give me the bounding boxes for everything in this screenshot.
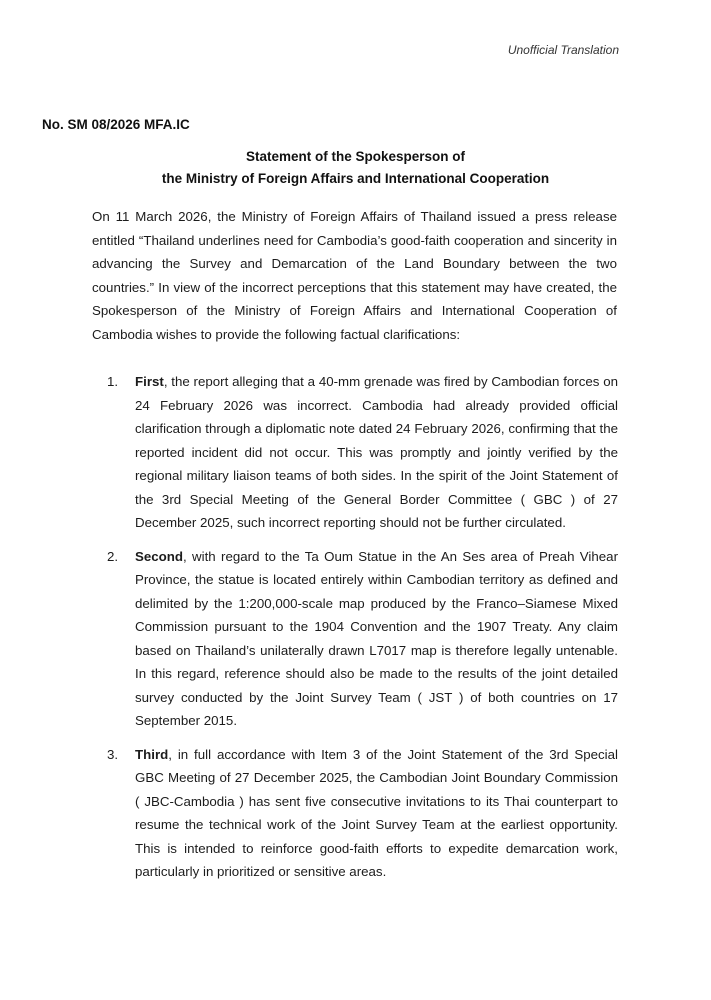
title-line-1: Statement of the Spokesperson of bbox=[245, 149, 466, 164]
list-item bbox=[107, 370, 618, 535]
item-number: 3. bbox=[107, 746, 119, 762]
statement-title bbox=[0, 146, 711, 190]
item-text: , the report alleging that a 40-mm grenade was fired by Cambodian forces on 24 February 2026 was incorrect. Cambodia had already provided official clarification through a diplomatic note dated 24 February 2026, confirming that the reported incident did not occur. This was promptly and jointly verified by the regional military liaison teams of both sides. In the spirit of the Joint Statement of the 3rd Special Meeting of the General Border Committee ( GBC ) of 27 December 2025, such incorrect reporting should not be further circulated. bbox=[135, 374, 618, 530]
clarifications-list bbox=[107, 370, 618, 884]
list-item bbox=[107, 545, 618, 733]
item-lead: First bbox=[135, 374, 164, 389]
item-text: , with regard to the Ta Oum Statue in the An Ses area of Preah Vihear Province, the statue is located entirely within Cambodian territory as defined and delimited by the 1:200,000-scale map produced by the Franco–Siamese Mixed Commission pursuant to the 1904 Convention and the 1907 Treaty. Any claim based on Thailand’s unilaterally drawn L7017 map is therefore legally untenable. In this regard, reference should also be made to the results of the joint detailed survey conducted by the Joint Survey Team ( JST ) of both countries on 17 September 2015. bbox=[135, 548, 618, 728]
item-number: 2. bbox=[107, 548, 119, 564]
title-line-2: the Ministry of Foreign Affairs and International Cooperation bbox=[161, 171, 550, 186]
item-text: , in full accordance with Item 3 of the Joint Statement of the 3rd Special GBC Meeting of 27 December 2025, the Cambodian Joint Boundary Commission ( JBC-Cambodia ) has sent five consecutive invitations to its Thai counterpart to resume the technical work of the Joint Survey Team at the earliest opportunity. This is intended to reinforce good-faith efforts to expedite demarcation work, particularly in prioritized or sensitive areas. bbox=[135, 746, 618, 879]
intro-paragraph: On 11 March 2026, the Ministry of Foreign Affairs of Thailand issued a press release entitled “Thailand underlines need for Cambodia’s good-faith cooperation and sincerity in advancing the Survey and Demarcation of the Land Boundary between the two countries.” In view of the incorrect perceptions that this statement may have created, the Spokesperson of the Ministry of Foreign Affairs and International Cooperation of Cambodia wishes to provide the following factual clarifications: bbox=[92, 209, 617, 342]
list-item bbox=[107, 743, 618, 884]
reference-number: No. SM 08/2026 MFA.IC bbox=[42, 117, 190, 132]
item-lead: Third bbox=[135, 746, 169, 762]
item-lead: Second bbox=[135, 548, 184, 564]
item-number: 1. bbox=[107, 374, 119, 389]
unofficial-translation-label: Unofficial Translation bbox=[507, 43, 619, 57]
